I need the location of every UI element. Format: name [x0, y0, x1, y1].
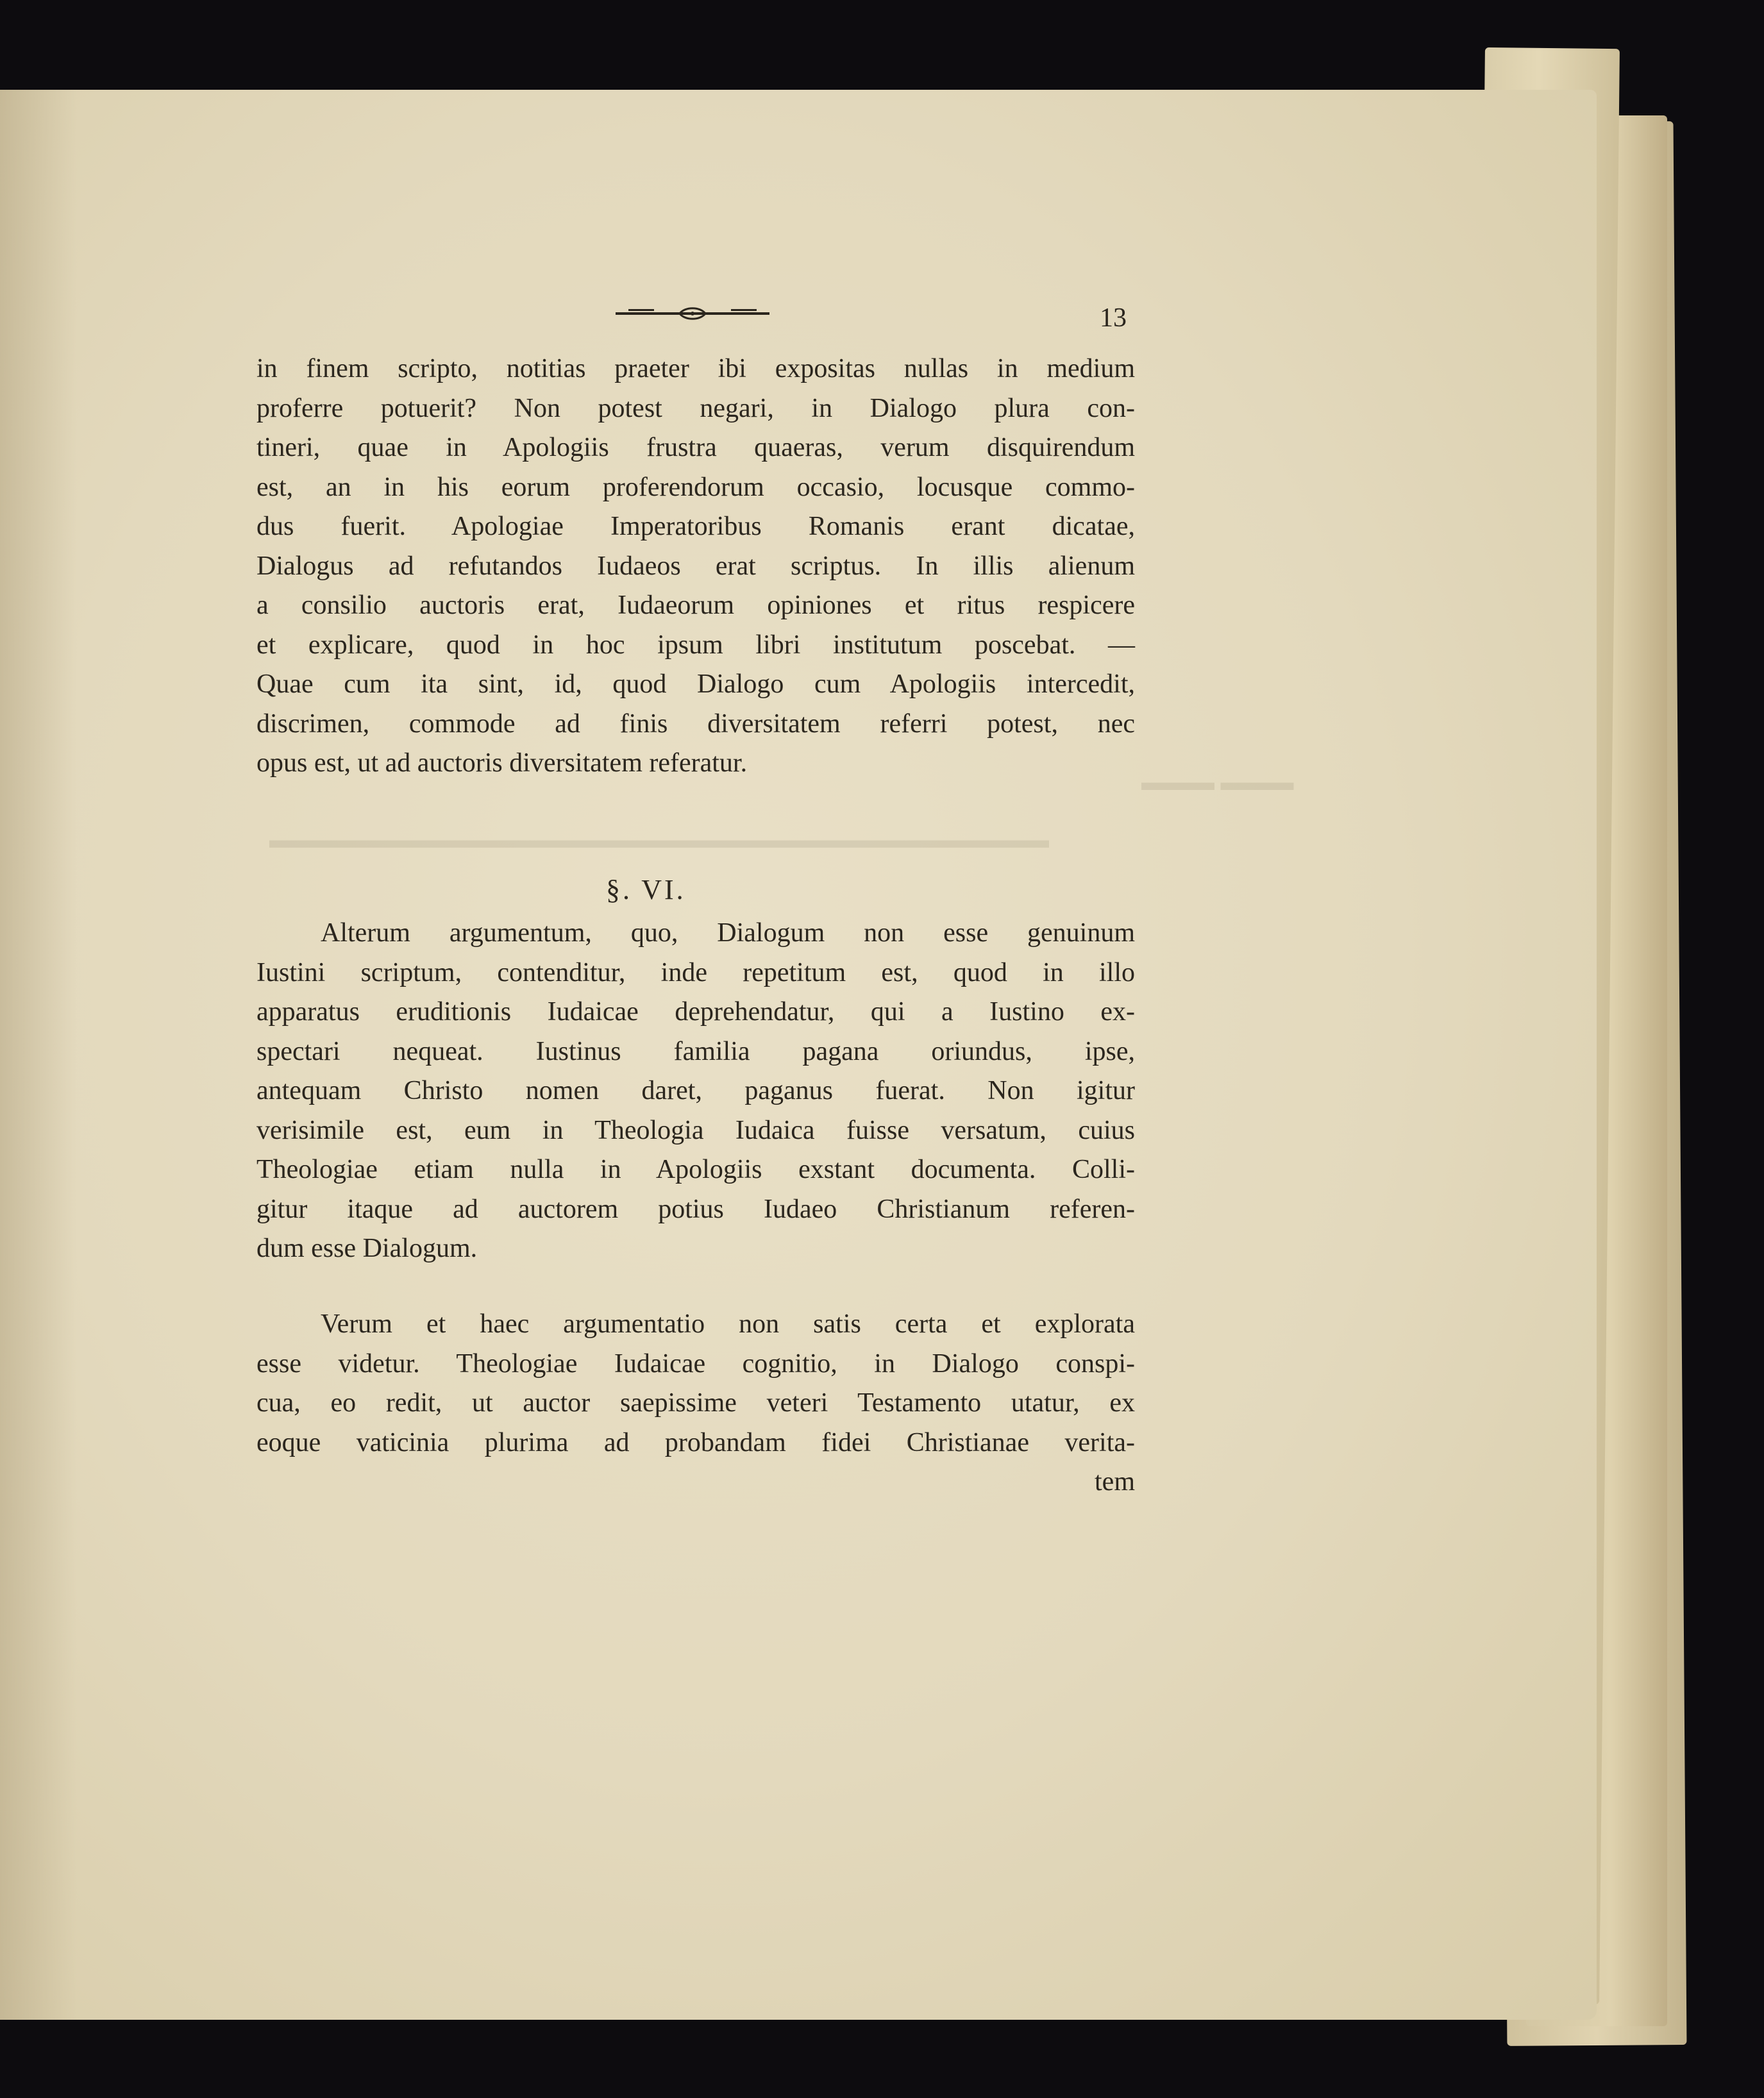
paragraph-2 [256, 914, 1135, 1269]
text-line: Theologiae etiam nulla in Apologiis exstant documenta. Colli- [256, 1155, 1135, 1184]
section-heading: §. VI. [606, 874, 686, 905]
text-line: antequam Christo nomen daret, paganus fuerat. Non igitur [256, 1076, 1135, 1105]
show-through: ▬▬▬▬▬▬▬▬▬▬▬▬▬▬▬▬▬▬▬▬▬▬▬▬▬▬▬▬▬▬▬▬ [269, 827, 1049, 853]
text-line: Verum et haec argumentatio non satis certa et explorata [321, 1309, 1135, 1339]
paragraph-1 [256, 349, 1135, 784]
text-line: discrimen, commode ad finis diversitatem referri potest, nec [256, 709, 1135, 739]
text-line: gitur itaque ad auctorem potius Iudaeo Christianum referen- [256, 1194, 1135, 1224]
text-line: apparatus eruditionis Iudaicae deprehendatur, qui a Iustino ex- [256, 997, 1135, 1027]
text-line: verisimile est, eum in Theologia Iudaica fuisse versatum, cuius [256, 1115, 1135, 1145]
text-line: dus fuerit. Apologiae Imperatoribus Romanis erant dicatae, [256, 512, 1135, 541]
text-line: tineri, quae in Apologiis frustra quaeras, verum disquirendum [256, 433, 1135, 462]
text-line: proferre potuerit? Non potest negari, in Dialogo plura con- [256, 393, 1135, 423]
text-line: dum esse Dialogum. [256, 1234, 478, 1263]
text-line: eoque vaticinia plurima ad probandam fidei Christianae verita- [256, 1427, 1135, 1457]
paragraph-3 [256, 1305, 1135, 1502]
text-line: cua, eo redit, ut auctor saepissime veteri Testamento utatur, ex [256, 1388, 1135, 1418]
text-line: esse videtur. Theologiae Iudaicae cognitio, in Dialogo conspi- [256, 1348, 1135, 1379]
text-line: opus est, ut ad auctoris diversitatem referatur. [256, 748, 748, 778]
text-line: spectari nequeat. Iustinus familia pagana oriundus, ipse, [256, 1036, 1135, 1066]
text-line: est, an in his eorum proferendorum occasio, locusque commo- [256, 472, 1135, 502]
page-gutter-shadow [0, 90, 77, 2020]
text-line: in finem scripto, notitias praeter ibi expositas nullas in medium [256, 354, 1135, 383]
text-line: Iustini scriptum, contenditur, inde repetitum est, quod in illo [256, 957, 1135, 987]
catchword: tem [1095, 1467, 1135, 1497]
text-line: Alterum argumentum, quo, Dialogum non esse genuinum [321, 918, 1135, 948]
text-line: a consilio auctoris erat, Iudaeorum opiniones et ritus respicere [256, 591, 1135, 620]
page-number: 13 [1100, 303, 1127, 333]
headpiece-ornament [616, 306, 769, 321]
text-line: Quae cum ita sint, id, quod Dialogo cum Apologiis intercedit, [256, 669, 1135, 699]
text-line: Dialogus ad refutandos Iudaeos erat scriptus. In illis alienum [256, 551, 1135, 581]
show-through: ▬▬▬ ▬▬▬ [1141, 769, 1294, 796]
text-line: et explicare, quod in hoc ipsum libri institutum poscebat. — [256, 630, 1135, 660]
